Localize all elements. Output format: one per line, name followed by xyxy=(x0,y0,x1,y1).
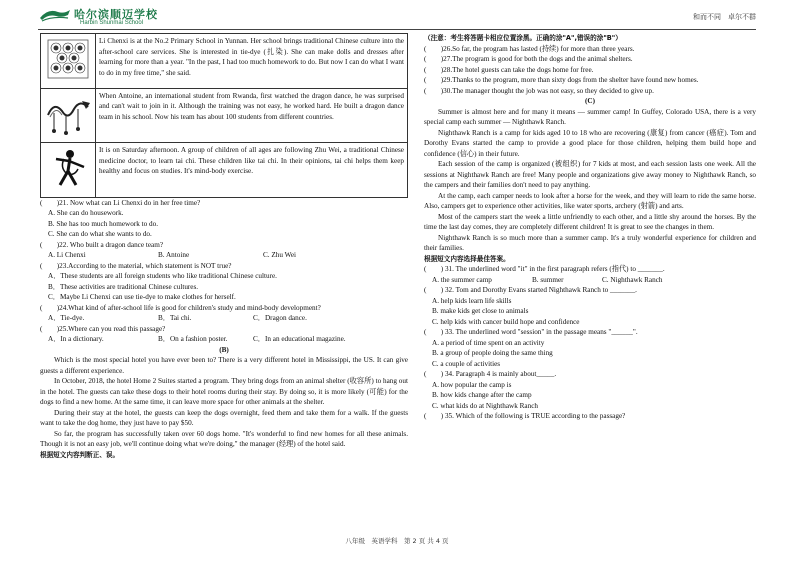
q31-option-a: A. the summer camp xyxy=(432,275,492,284)
q22-option-b: B. Antoine xyxy=(158,251,190,259)
q24-option-b: B．Tai chi. xyxy=(158,314,192,322)
header-divider xyxy=(38,29,756,30)
q22-option-a: A. Li Chenxi xyxy=(48,251,86,259)
question-34: ( ) 34. Paragraph 4 is mainly about_____. xyxy=(424,370,557,378)
question-25: ( )25.Where can you read this passage? xyxy=(40,324,166,333)
q21-option-a: A. She can do housework. xyxy=(48,209,124,217)
section-b-title: (B) xyxy=(219,345,229,354)
q23-option-c: C．Maybe Li Chenxi can use tie-dye to make clothes for herself. xyxy=(48,293,236,301)
question-33: ( ) 33. The underlined word "session" in the passage means "______". xyxy=(424,328,638,336)
school-logo-icon xyxy=(38,6,72,24)
question-31: ( ) 31. The underlined word "it" in the first paragraph refers (指代) to _______. xyxy=(424,265,665,273)
tai-chi-image xyxy=(41,143,96,198)
q31-option-c: C. Nighthawk Ranch xyxy=(602,275,663,284)
q24-options xyxy=(48,313,408,324)
q34-option-b: B. how kids change after the camp xyxy=(432,391,532,399)
school-name-en: Harbin Shunmai School xyxy=(80,20,144,26)
question-27: ( )27.The program is good for both the dogs and the animal shelters. xyxy=(424,55,633,63)
passage-c-para-3: Each session of the camp is organized (被组织) for 7 kids at most, and each session lasts one week. All the sessions at Nighthawk Ranch are free! Many people and organizations give away money to Nighthawk Ranch, so the campers and their families don't need to pay anything. xyxy=(424,160,756,189)
section-b-instruction: 根据短文内容判断正、误。 xyxy=(40,450,120,459)
q32-option-b: B. make kids get close to animals xyxy=(432,307,529,315)
tai-chi-figure-icon xyxy=(44,145,92,191)
passage-b-para-4: So far, the program has successfully taken over 60 dogs home. "It's wonderful to find new homes for all these animals. Though it is not an easy job, we'll continue doing what we're doing," the manager (经理) of the hotel said. xyxy=(40,429,408,448)
passage-b-para-3: During their stay at the hotel, the guests can keep the dogs overnight, feed them and take them for a walk. If the guests want to take the dog home, they just have to pay $50. xyxy=(40,408,408,427)
passage-c-para-1: Summer is almost here and for many it means — summer camp! In Guffey, Colorado USA, there is a very special camp each summer — Nighthawk Ranch. xyxy=(424,107,756,126)
q23-option-b: B．These activities are traditional Chinese cultures. xyxy=(48,282,199,291)
table-row xyxy=(41,143,408,198)
q34-option-c: C. what kids do at Nighthawk Ranch xyxy=(432,401,539,410)
q21-option-b: B. She has too much homework to do. xyxy=(48,219,158,228)
question-32: ( ) 32. Tom and Dorothy Evans started Nighthawk Ranch to _______. xyxy=(424,286,637,294)
q31-options xyxy=(432,275,756,286)
q33-option-c: C. a couple of activities xyxy=(432,359,501,368)
q22-option-c: C. Zhu Wei xyxy=(263,251,297,259)
passage-c-para-2: Nighthawk Ranch is a camp for kids aged 10 to 18 who are recovering (康复) from cancer (癌症). Tom and Dorothy Evans started the camp to provide a good place for those children, helping them build hope and confidence (信心) in their future. xyxy=(424,128,756,158)
passage-a-text-2: When Antoine, an international student from Rwanda, first watched the dragon dance, he was surprised and can't wait to join in it. Although the training was not easy, he worked hard. He built a dragon dance team in his school. Now his team has about 100 students from different countries. xyxy=(96,88,408,143)
passage-c-para-4: At the camp, each camper needs to look after a horse for the week, and they will learn to ride the same horse. Also, campers get to experience other activities, like water sports, archery (射箭) and arts. xyxy=(424,191,756,210)
table-row xyxy=(41,34,408,89)
q25-option-b: B．On a fashion poster. xyxy=(158,335,228,343)
q24-option-a: A．Tie-dye. xyxy=(48,314,85,322)
school-name-cn: 哈尔滨顺迈学校 xyxy=(74,8,158,21)
passage-a-text-3: It is on Saturday afternoon. A group of children of all ages are following Zhu Wei, a traditional Chinese medicine doctor, to learn tai chi. These children like tai chi. In their opinions, tai chi helps them keep healthy and focus on studies. It's mind-body exercise. xyxy=(96,143,408,198)
passage-a-table xyxy=(40,33,408,198)
q24-option-c: C．Dragon dance. xyxy=(253,314,307,322)
q22-options xyxy=(48,250,408,261)
right-column xyxy=(424,33,756,422)
passage-c-para-6: Nighthawk Ranch is so much more than a summer camp. It's a truly wonderful experience for children and their families. xyxy=(424,233,756,252)
section-c-title: (C) xyxy=(585,97,595,105)
q23-option-a: A．These students are all foreign students who like traditional Chinese culture. xyxy=(48,272,277,280)
q25-option-c: C．In an educational magazine. xyxy=(253,335,346,343)
school-motto: 和而不同 卓尔不群 xyxy=(693,13,756,21)
question-30: ( )30.The manager thought the job was not easy, so they decided to give up. xyxy=(424,86,654,95)
q32-option-c: C. help kids with cancer build hope and confidence xyxy=(432,317,580,326)
table-row xyxy=(41,88,408,143)
left-column xyxy=(40,33,408,460)
passage-b-para-1: Which is the most special hotel you have ever been to? There is a very different hotel in Mississippi, the US. It can give guests a different experience. xyxy=(40,356,408,375)
question-28: ( )28.The hotel guests can take the dogs home for free. xyxy=(424,65,594,74)
section-c-instruction: 根据短文内容选择最佳答案。 xyxy=(424,254,510,263)
answer-note: （注意：考生将答题卡相应位置涂黑。正确的涂"A",错误的涂"B"） xyxy=(424,34,622,42)
page-header xyxy=(0,0,794,32)
passage-a-text-1: Li Chenxi is at the No.2 Primary School in Yunnan. Her school brings traditional Chinese culture into the after-school care services. She is interested in tie-dye (扎染). She can make dolls and dresses after learning for more than a year. "In the past, I had too much homework to do. But now I can do what I want to do in my free time," she said. xyxy=(96,34,408,89)
tie-dye-pattern-icon xyxy=(44,36,92,82)
passage-c-para-5: Most of the campers start the week a little unfriendly to each other, and a little shy around the horses. By the time the last day comes, they are completely different children! It is great to see the changes in them. xyxy=(424,212,756,231)
dragon-dance-icon xyxy=(44,91,92,137)
question-23: ( )23.According to the material, which statement is NOT true? xyxy=(40,261,232,270)
question-26: ( )26.So far, the program has lasted (持续) for more than three years. xyxy=(424,44,635,53)
question-29: ( )29.Thanks to the program, more than sixty dogs from the shelter have found new homes. xyxy=(424,76,699,84)
q25-option-a: A．In a dictionary. xyxy=(48,335,104,343)
question-21: ( )21. Now what can Li Chenxi do in her free time? xyxy=(40,198,201,207)
page-footer: 八年级 英语学科 第 2 页 共 4 页 xyxy=(345,537,449,545)
dragon-dance-image xyxy=(41,88,96,143)
question-35: ( ) 35. Which of the following is TRUE according to the passage? xyxy=(424,412,626,420)
question-24: ( )24.What kind of after-school life is good for children's study and mind-body development? xyxy=(40,303,321,312)
tie-dye-image xyxy=(41,34,96,89)
q33-option-a: A. a period of time spent on an activity xyxy=(432,338,545,347)
q25-options xyxy=(48,334,408,345)
passage-b-para-2: In October, 2018, the hotel Home 2 Suites started a program. They bring dogs from an animal shelter (收容所) to hang out in the hotel. The guests can take these dogs to their hotel rooms during their stay. By doing so, it is more likely (可能) for the dogs to find a new home. At the same time, it can leave more space for other animals at the shelter. xyxy=(40,377,408,406)
q32-option-a: A. help kids learn life skills xyxy=(432,296,512,305)
q31-option-b: B. summer xyxy=(532,275,564,284)
q33-option-b: B. a group of people doing the same thing xyxy=(432,349,553,357)
q21-option-c: C. She can do what she wants to do. xyxy=(48,230,152,238)
q34-option-a: A. how popular the camp is xyxy=(432,380,512,389)
question-22: ( )22. Who built a dragon dance team? xyxy=(40,240,164,249)
